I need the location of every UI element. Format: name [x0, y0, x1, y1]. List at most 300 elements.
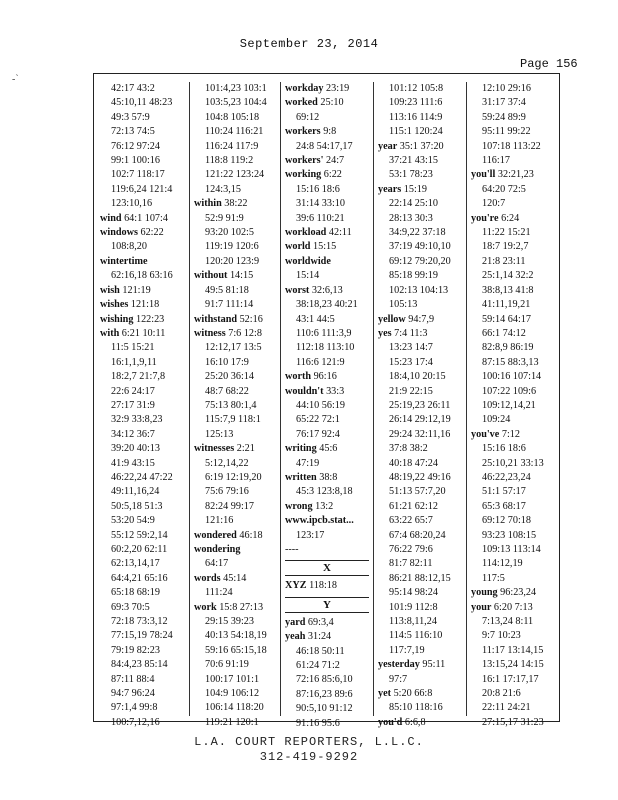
index-continuation	[285, 197, 373, 211]
index-continuation	[471, 125, 559, 139]
index-word: wishes	[100, 299, 129, 311]
index-word: workers'	[285, 155, 324, 167]
index-refs: 14:15	[227, 270, 254, 282]
index-continuation	[285, 688, 373, 702]
index-refs: 69:12 70:18	[482, 515, 531, 527]
index-word: XYZ	[285, 580, 307, 592]
index-entry	[100, 298, 184, 312]
index-word: yard	[285, 616, 306, 628]
index-continuation	[471, 313, 559, 327]
index-continuation	[378, 284, 466, 298]
index-refs: 48:7 68:22	[205, 385, 249, 397]
index-word: workday	[285, 83, 324, 94]
index-refs: 117:5	[482, 572, 505, 584]
index-refs: 25:20 36:14	[205, 371, 254, 383]
index-continuation	[194, 140, 280, 154]
letter-header: Y	[285, 597, 369, 613]
index-entry	[194, 313, 280, 327]
index-continuation	[285, 428, 373, 442]
index-continuation	[100, 687, 184, 701]
index-continuation	[194, 644, 280, 658]
index-refs: 93:23 108:15	[482, 529, 537, 541]
index-refs: 87:11 88:4	[111, 673, 155, 685]
index-entry	[378, 687, 466, 701]
index-refs: 55:12 59:2,14	[111, 529, 168, 541]
index-refs: 111:24	[205, 587, 233, 599]
index-refs: 21:8 23:11	[482, 255, 526, 267]
index-refs: 31:24	[305, 631, 332, 643]
index-continuation	[100, 615, 184, 629]
index-continuation	[100, 543, 184, 557]
index-continuation	[100, 629, 184, 643]
index-refs: 25:10	[317, 97, 344, 109]
index-refs: 116:24 117:9	[205, 140, 259, 152]
index-entry	[285, 82, 373, 96]
index-refs: 42:11	[326, 227, 352, 239]
stray-mark: -`	[12, 74, 19, 85]
index-entry	[285, 154, 373, 168]
index-refs: 32:21,23	[495, 169, 534, 181]
index-refs: 31:14 33:10	[296, 198, 345, 210]
footer	[0, 735, 618, 765]
index-column-5	[466, 82, 559, 728]
index-refs: 38:8,13 41:8	[482, 284, 534, 296]
index-word: witness	[194, 327, 226, 339]
index-word: you'd	[378, 716, 403, 728]
index-continuation	[471, 269, 559, 283]
index-refs: 12:10 29:16	[482, 83, 531, 94]
index-word: you're	[471, 212, 499, 224]
index-continuation	[100, 601, 184, 615]
index-word: within	[194, 198, 222, 210]
index-refs: 109:12,14,21	[482, 399, 536, 411]
index-refs: 11:17 13:14,15	[482, 644, 544, 656]
index-continuation	[378, 111, 466, 125]
index-refs: 64:1 107:4	[121, 212, 168, 224]
index-refs: 2:21	[234, 443, 255, 455]
index-continuation	[100, 500, 184, 514]
index-refs: 114:12,19	[482, 558, 523, 570]
index-entry	[285, 579, 373, 593]
index-entry	[471, 586, 559, 600]
index-refs: 85:18 99:19	[389, 270, 438, 282]
index-entry	[285, 370, 373, 384]
index-continuation	[100, 125, 184, 139]
index-refs: 50:5,18 51:3	[111, 500, 163, 512]
index-continuation	[194, 399, 280, 413]
index-continuation	[194, 255, 280, 269]
index-refs: 11:22 15:21	[482, 227, 531, 239]
index-refs: 97:1,4 99:8	[111, 702, 158, 714]
index-refs: 46:22,23,24	[482, 471, 531, 483]
index-refs: 47:19	[296, 457, 320, 469]
index-refs: 104:9 106:12	[205, 688, 260, 700]
index-word: wondered	[194, 529, 237, 541]
index-entry	[285, 125, 373, 139]
index-refs: 16:1 17:17,17	[482, 673, 539, 685]
page-number: Page 156	[520, 57, 578, 71]
index-refs: 22:6 24:17	[111, 385, 155, 397]
index-word: worst	[285, 284, 310, 296]
index-continuation	[378, 529, 466, 543]
index-continuation	[378, 601, 466, 615]
index-refs: 37:19 49:10,10	[389, 241, 451, 253]
index-word: young	[471, 587, 498, 599]
index-continuation	[285, 659, 373, 673]
index-continuation	[194, 716, 280, 730]
index-continuation	[471, 399, 559, 413]
index-continuation	[194, 428, 280, 442]
index-entry	[471, 168, 559, 182]
index-continuation	[471, 356, 559, 370]
index-entry	[378, 313, 466, 327]
index-continuation	[471, 514, 559, 528]
index-refs: 119:6,24 121:4	[111, 183, 173, 195]
index-continuation	[471, 341, 559, 355]
index-refs: 53:20 54:9	[111, 515, 155, 527]
index-refs: 15:16 18:6	[296, 183, 340, 195]
index-word: worked	[285, 97, 318, 109]
index-continuation	[100, 168, 184, 182]
index-continuation	[194, 183, 280, 197]
index-entry	[285, 471, 373, 485]
index-continuation	[100, 457, 184, 471]
index-refs: 62:16,18 63:16	[111, 270, 173, 282]
index-refs: 118:8 119:2	[205, 155, 254, 167]
index-continuation	[471, 226, 559, 240]
index-refs: 6:19 12:19,20	[205, 471, 262, 483]
index-refs: 48:19,22 49:16	[389, 471, 451, 483]
index-refs: 125:13	[205, 428, 234, 440]
index-word: without	[194, 270, 228, 282]
index-continuation	[471, 615, 559, 629]
index-continuation	[100, 111, 184, 125]
index-continuation	[194, 284, 280, 298]
index-refs: 7:4 11:3	[391, 327, 428, 339]
index-continuation	[100, 385, 184, 399]
index-refs: 46:22,24 47:22	[111, 471, 173, 483]
index-continuation	[471, 327, 559, 341]
index-entry	[100, 226, 184, 240]
index-word: writing	[285, 443, 317, 455]
index-continuation	[100, 399, 184, 413]
index-entry	[285, 284, 373, 298]
index-refs: 120:7	[482, 198, 506, 210]
index-entry	[285, 630, 373, 644]
index-refs: 119:21 120:1	[205, 716, 259, 728]
index-continuation	[194, 514, 280, 528]
index-refs: 39:20 40:13	[111, 443, 160, 455]
index-continuation	[378, 543, 466, 557]
index-refs: 109:23 111:6	[389, 97, 443, 109]
index-continuation	[194, 341, 280, 355]
index-refs: 29:24 32:11,16	[389, 428, 451, 440]
index-refs: 46:18 50:11	[296, 645, 345, 657]
index-continuation	[194, 385, 280, 399]
index-refs: 72:13 74:5	[111, 126, 155, 138]
index-refs: 100:16 107:14	[482, 371, 542, 383]
index-refs: 61:24 71:2	[296, 660, 340, 672]
index-refs: 69:12	[296, 111, 320, 123]
index-continuation	[100, 428, 184, 442]
index-continuation	[378, 154, 466, 168]
index-refs: 49:5 81:18	[205, 284, 249, 296]
index-entry	[194, 529, 280, 543]
index-entry	[285, 514, 373, 528]
index-refs: 81:7 82:11	[389, 558, 433, 570]
index-continuation	[285, 673, 373, 687]
index-refs: 110:24 116:21	[205, 126, 264, 138]
index-refs: 123:10,16	[111, 198, 153, 210]
index-entry	[100, 284, 184, 298]
index-refs: 25:1,14 32:2	[482, 270, 534, 282]
index-refs: 100:7,12,16	[111, 716, 160, 728]
index-refs: 115:1 120:24	[389, 126, 443, 138]
index-continuation	[378, 557, 466, 571]
index-continuation	[471, 284, 559, 298]
index-word: written	[285, 471, 317, 483]
index-continuation	[100, 370, 184, 384]
index-entry	[471, 212, 559, 226]
index-refs: 49:11,16,24	[111, 486, 160, 498]
index-entry	[194, 601, 280, 615]
index-refs: 59:24 89:9	[482, 111, 526, 123]
index-refs: 41:11,19,21	[482, 299, 531, 311]
index-continuation	[471, 140, 559, 154]
index-refs: 84:4,23 85:14	[111, 659, 168, 671]
index-refs: 79:19 82:23	[111, 644, 160, 656]
index-refs: 72:16 85:6,10	[296, 674, 353, 686]
index-word: world	[285, 241, 311, 253]
index-refs: 42:17 43:2	[111, 83, 155, 94]
index-word: words	[194, 572, 221, 584]
index-continuation	[471, 543, 559, 557]
index-refs: 29:15 39:23	[205, 616, 254, 628]
index-continuation	[471, 385, 559, 399]
index-refs: 113:16 114:9	[389, 111, 443, 123]
index-continuation	[378, 370, 466, 384]
index-refs: 95:11	[419, 659, 446, 671]
index-continuation	[285, 399, 373, 413]
index-refs: 115:7,9 118:1	[205, 414, 261, 426]
index-refs: 65:22 72:1	[296, 414, 340, 426]
index-refs: 24:7	[323, 155, 345, 167]
letter-header: X	[285, 560, 369, 576]
index-continuation	[471, 716, 559, 730]
index-box	[93, 73, 560, 729]
index-entry	[100, 212, 184, 226]
index-refs: 6:22	[321, 169, 342, 181]
index-refs: 117:7,19	[389, 644, 425, 656]
index-entry	[378, 716, 466, 730]
index-continuation	[100, 658, 184, 672]
index-refs: 69:3,4	[305, 616, 334, 628]
index-refs: 40:18 47:24	[389, 457, 438, 469]
index-continuation	[471, 111, 559, 125]
index-refs: 65:18 68:19	[111, 587, 160, 599]
index-continuation	[285, 645, 373, 659]
court-reporter-phone: 312-419-9292	[259, 750, 359, 764]
index-word: wish	[100, 284, 120, 296]
index-refs: 62:13,14,17	[111, 558, 160, 570]
index-refs: 95:11 99:22	[482, 126, 531, 138]
index-continuation	[194, 457, 280, 471]
index-refs: 23:19	[323, 83, 350, 94]
index-continuation	[378, 572, 466, 586]
index-refs: 87:16,23 89:6	[296, 688, 353, 700]
index-refs: 108:8,20	[111, 241, 147, 253]
index-continuation	[471, 183, 559, 197]
index-refs: 107:22 109:6	[482, 385, 537, 397]
index-refs: 6:21 10:11	[119, 327, 166, 339]
index-word: worldwide	[285, 255, 331, 267]
index-continuation	[194, 629, 280, 643]
index-refs: 64:20 72:5	[482, 183, 526, 195]
index-refs: 103:5,23 104:4	[205, 97, 267, 109]
index-refs: 9:8	[320, 126, 337, 138]
index-continuation	[285, 183, 373, 197]
index-word: wondering	[194, 544, 241, 555]
index-continuation	[285, 298, 373, 312]
index-refs: 20:8 21:6	[482, 688, 521, 700]
index-refs: 119:19 120:6	[205, 241, 259, 253]
index-continuation	[285, 327, 373, 341]
index-refs: 86:21 88:12,15	[389, 572, 451, 584]
index-entry	[100, 313, 184, 327]
index-continuation	[100, 572, 184, 586]
index-refs: 82:24 99:17	[205, 500, 254, 512]
index-refs: 72:18 73:3,12	[111, 616, 168, 628]
index-refs: 93:20 102:5	[205, 227, 254, 239]
index-refs: 82:8,9 86:19	[482, 342, 534, 354]
index-continuation	[471, 687, 559, 701]
index-refs: 76:12 97:24	[111, 140, 160, 152]
index-refs: 105:13	[389, 299, 418, 311]
index-continuation	[378, 240, 466, 254]
index-continuation	[378, 701, 466, 715]
index-refs: 107:18 113:22	[482, 140, 541, 152]
index-refs: 69:3 70:5	[111, 601, 150, 613]
index-refs: 13:23 14:7	[389, 342, 433, 354]
index-continuation	[471, 240, 559, 254]
index-continuation	[100, 673, 184, 687]
index-refs: 6:6,8	[402, 716, 426, 728]
index-entry	[378, 183, 466, 197]
index-refs: 121:22 123:24	[205, 169, 265, 181]
index-refs: 95:14 98:24	[389, 587, 438, 599]
index-refs: 63:22 65:7	[389, 515, 433, 527]
index-refs: 106:14 118:20	[205, 702, 264, 714]
index-word: year	[378, 140, 398, 152]
index-continuation	[471, 644, 559, 658]
index-refs: 109:24	[482, 414, 511, 426]
index-entry	[378, 140, 466, 154]
index-continuation	[378, 644, 466, 658]
index-word: windows	[100, 227, 138, 239]
index-entry	[471, 601, 559, 615]
index-continuation	[378, 428, 466, 442]
index-continuation	[194, 701, 280, 715]
index-continuation	[194, 356, 280, 370]
index-refs: 39:6 110:21	[296, 212, 345, 224]
index-continuation	[471, 442, 559, 456]
index-refs: 15:23 17:4	[389, 356, 433, 368]
index-refs: 12:12,17 13:5	[205, 342, 262, 354]
index-refs: 102:7 118:17	[111, 169, 165, 181]
index-word: wind	[100, 212, 122, 224]
index-word: you've	[471, 428, 500, 440]
index-continuation	[378, 298, 466, 312]
index-continuation	[285, 111, 373, 125]
index-continuation	[378, 226, 466, 240]
index-continuation	[378, 673, 466, 687]
index-continuation	[378, 413, 466, 427]
index-word: you'll	[471, 169, 496, 181]
index-refs: 94:7,9	[405, 313, 435, 325]
index-entry	[285, 442, 373, 456]
index-continuation	[378, 168, 466, 182]
index-continuation	[471, 370, 559, 384]
index-continuation	[471, 658, 559, 672]
index-refs: 67:4 68:20,24	[389, 529, 446, 541]
index-refs: 99:1 100:16	[111, 155, 160, 167]
index-continuation	[378, 514, 466, 528]
index-word: work	[194, 601, 217, 613]
index-continuation	[471, 413, 559, 427]
index-word: working	[285, 169, 322, 181]
index-continuation	[194, 615, 280, 629]
index-continuation	[378, 255, 466, 269]
index-refs: 6:20 7:13	[491, 601, 533, 613]
index-word: workers	[285, 126, 321, 138]
index-refs: 45:3 123:8,18	[296, 486, 353, 498]
index-refs: 60:2,20 62:11	[111, 544, 168, 555]
index-continuation	[100, 413, 184, 427]
index-refs: 45:14	[220, 572, 247, 584]
index-refs: 45:6	[316, 443, 338, 455]
index-continuation	[471, 572, 559, 586]
index-entry	[285, 240, 373, 254]
index-refs: 64:17	[205, 558, 229, 570]
index-continuation	[471, 255, 559, 269]
index-refs: 16:1,1,9,11	[111, 356, 157, 368]
index-word: worth	[285, 371, 312, 383]
index-refs: 52:9 91:9	[205, 212, 244, 224]
index-continuation	[194, 658, 280, 672]
index-continuation	[100, 82, 184, 96]
index-refs: 91:7 111:14	[205, 299, 254, 311]
index-refs: 34:9,22 37:18	[389, 227, 446, 239]
index-refs: 25:10,21 33:13	[482, 457, 544, 469]
index-entry	[285, 385, 373, 399]
index-refs: 15:19	[401, 183, 427, 195]
index-refs: 38:8	[316, 471, 338, 483]
index-continuation	[378, 212, 466, 226]
index-entry	[378, 658, 466, 672]
index-refs: 26:14 29:12,19	[389, 414, 451, 426]
index-continuation	[285, 341, 373, 355]
index-refs: 96:16	[311, 371, 337, 383]
index-refs: 41:9 43:15	[111, 457, 155, 469]
index-refs: 85:10 118:16	[389, 702, 443, 714]
index-refs: 69:12 79:20,20	[389, 255, 451, 267]
index-continuation	[194, 586, 280, 600]
index-refs: 13:15,24 14:15	[482, 659, 544, 671]
index-refs: 91:16 95:6	[296, 717, 340, 729]
index-word: withstand	[194, 313, 238, 325]
index-refs: 32:9 33:8,23	[111, 414, 163, 426]
index-continuation	[285, 702, 373, 716]
